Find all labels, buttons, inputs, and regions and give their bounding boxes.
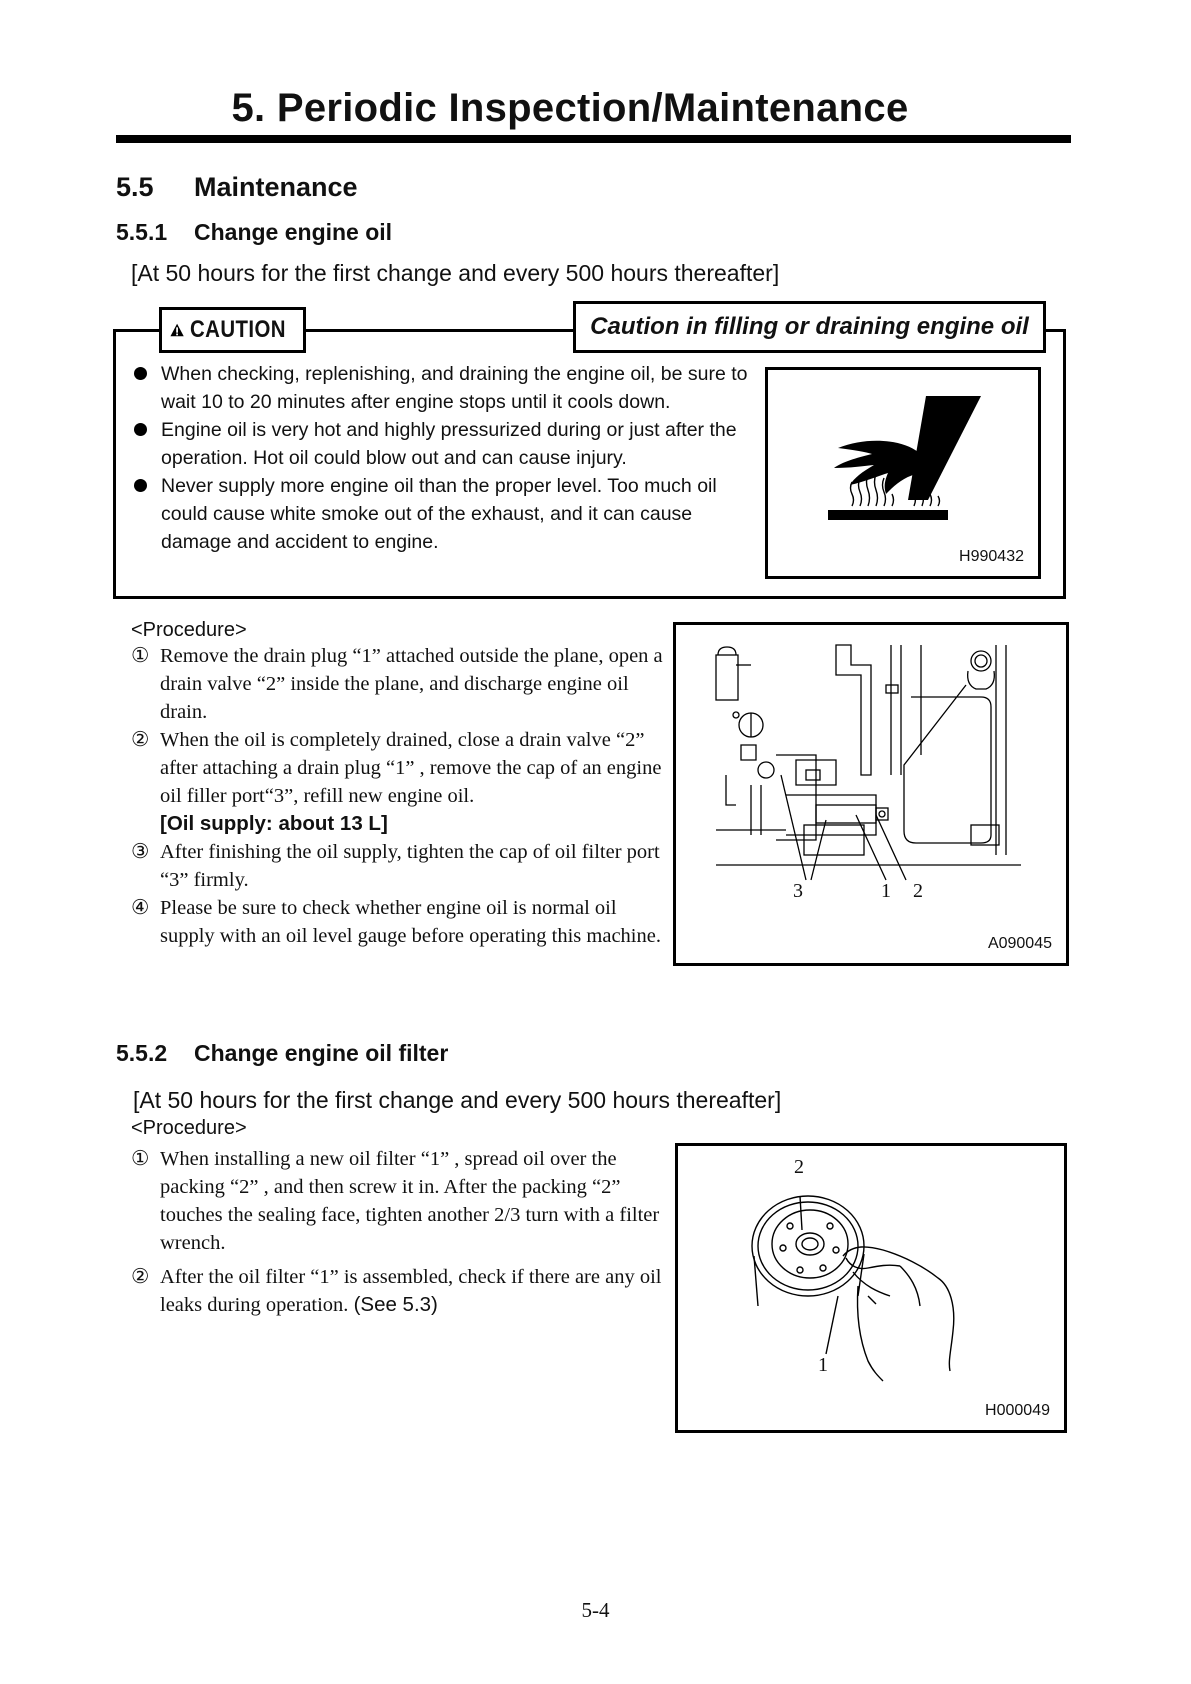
subsection-heading-5-5-2: [116, 1040, 448, 1067]
engine-drain-figure: [673, 622, 1069, 966]
caution-rule: [1044, 329, 1066, 332]
procedure-steps: [131, 642, 671, 950]
step-marker: ③: [131, 841, 150, 863]
step-marker: ①: [131, 645, 150, 667]
caution-item: When checking, replenishing, and draining the engine oil, be sure to wait 10 to 20 minutes after engine stops until it cools down.: [134, 360, 764, 416]
caution-rule: [113, 329, 161, 332]
hot-surface-figure: [765, 367, 1041, 579]
procedure-label: <Procedure>: [131, 1117, 247, 1139]
caution-list: [134, 360, 764, 556]
subsection-title: Change engine oil filter: [194, 1040, 449, 1066]
procedure-step: [131, 894, 671, 950]
caution-badge: [159, 307, 306, 353]
procedure-label: <Procedure>: [131, 619, 247, 641]
subsection-heading-5-5-1: [116, 219, 392, 246]
callout-2: 2: [913, 880, 923, 902]
step-marker: ④: [131, 897, 150, 919]
step-text: After the oil filter “1” is assembled, check if there are any oil leaks during operation.: [160, 1266, 662, 1316]
caution-item: Never supply more engine oil than the proper level. Too much oil could cause white smoke out of the exhaust, and it can cause damage and accident to engine.: [134, 472, 764, 556]
subsection-number: 5.5.1: [116, 219, 168, 245]
subsection-number: 5.5.2: [116, 1040, 168, 1066]
caution-rule: [305, 329, 575, 332]
step-text: Remove the drain plug “1” attached outside the plane, open a drain valve “2” inside the plane, and discharge engine oil drain.: [160, 645, 663, 723]
step-text: When the oil is completely drained, close a drain valve “2” after attaching a drain plug “1” , remove the cap of an engine oil filler port“3”, refill new engine oil.: [160, 729, 662, 807]
caution-item: Engine oil is very hot and highly pressurized during or just after the operation. Hot oil could blow out and can cause injury.: [134, 416, 764, 472]
interval-note: [At 50 hours for the first change and every 500 hours thereafter]: [133, 1087, 782, 1113]
step-text: Please be sure to check whether engine oil is normal oil supply with an oil level gauge before operating this machine.: [160, 897, 661, 947]
subsection-title: Change engine oil: [194, 219, 393, 245]
interval-note: [At 50 hours for the first change and every 500 hours thereafter]: [131, 260, 780, 286]
figure-code: H000049: [985, 1402, 1050, 1419]
callout-1: 1: [881, 880, 891, 902]
callout-3: 3: [793, 880, 803, 902]
hot-surface-hand-icon: [768, 370, 1038, 530]
figure-code: H990432: [959, 548, 1024, 565]
step-text: After finishing the oil supply, tighten the cap of oil filter port “3” firmly.: [160, 841, 660, 891]
step-marker: ②: [131, 1266, 150, 1288]
procedure-step: [131, 1263, 671, 1319]
step-marker: ①: [131, 1148, 150, 1170]
oil-filter-figure: [675, 1143, 1067, 1433]
caution-label: CAUTION: [190, 316, 287, 343]
engine-drain-diagram: [676, 625, 1066, 925]
title-rule: [116, 135, 1071, 143]
callout-2: 2: [794, 1156, 804, 1178]
oil-filter-diagram: [678, 1146, 1064, 1396]
oil-supply-note: [Oil supply: about 13 L]: [160, 812, 388, 835]
procedure-step: [131, 1145, 671, 1257]
page-number: 5-4: [581, 1598, 610, 1622]
callout-1: 1: [818, 1354, 828, 1376]
step-text: When installing a new oil filter “1” , spread oil over the packing “2” , and then screw it in. After the packing “2” touches the sealing face, tighten another 2/3 turn with a filter wrench.: [160, 1148, 660, 1254]
section-title: Maintenance: [194, 172, 358, 202]
step-marker: ②: [131, 729, 150, 751]
procedure-step: [131, 726, 671, 838]
procedure-step: [131, 838, 671, 894]
procedure-step: [131, 642, 671, 726]
cross-reference: (See 5.3): [353, 1293, 438, 1316]
section-number: 5.5: [116, 172, 154, 202]
section-heading: [116, 172, 358, 203]
chapter-title: 5. Periodic Inspection/Maintenance: [231, 86, 909, 130]
figure-code: A090045: [987, 935, 1052, 952]
warning-triangle-icon: [170, 315, 184, 345]
caution-heading: Caution in filling or draining engine oil: [573, 301, 1046, 353]
procedure-steps: [131, 1145, 671, 1319]
